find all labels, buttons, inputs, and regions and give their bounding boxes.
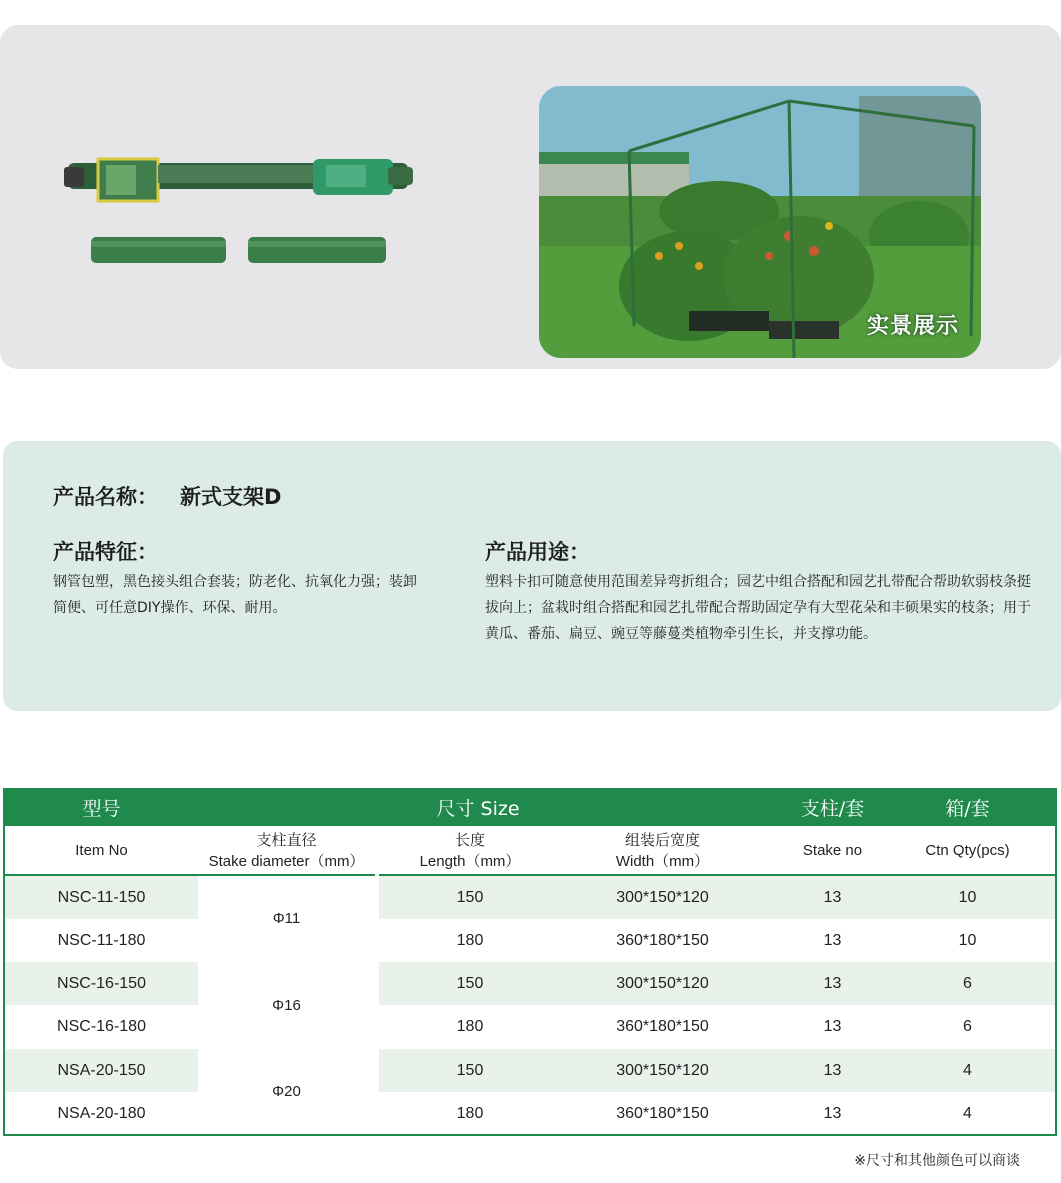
header-stakes: 支柱/套 (800, 798, 865, 820)
table-row (5, 1092, 1055, 1135)
cell-item: NSC-16-150 (57, 975, 146, 992)
table-row (5, 876, 1055, 919)
cell-width: 300*150*120 (616, 889, 709, 906)
cell-stakes: 13 (823, 1018, 842, 1035)
cell-width: 360*180*150 (616, 1105, 709, 1122)
features-title: 产品特征： (53, 540, 158, 564)
cell-length: 150 (456, 1062, 484, 1079)
cell-stakes: 13 (823, 932, 842, 949)
subheader-length-en: Length（mm） (419, 853, 521, 870)
cell-diameter: Φ20 (198, 1049, 375, 1134)
product-name (53, 481, 281, 511)
usage-text: 塑料卡扣可随意使用范围差异弯折组合；园艺中组合搭配和园艺扎带配合帮助软弱枝条挺拔向上；盆栽时组合搭配和园艺扎带配合帮助固定孕有大型花朵和丰硕果实的枝条；用于黄瓜、番茄、扁豆、豌豆等藤蔓类植物牵引生长，并支撑功能。 (485, 574, 1031, 642)
cell-width: 360*180*150 (616, 1018, 709, 1035)
product-image-panel (0, 25, 1061, 369)
cell-item: NSC-16-180 (57, 1018, 146, 1035)
table-row (5, 1005, 1055, 1048)
subheader-width-en: Width（mm） (615, 853, 710, 870)
cell-length: 150 (456, 975, 484, 992)
cell-ctn: 6 (963, 1018, 972, 1035)
product-name-label: 产品名称： (53, 485, 158, 509)
cell-width: 360*180*150 (616, 932, 709, 949)
spec-table (3, 788, 1057, 1136)
cell-ctn: 4 (963, 1105, 972, 1122)
scene-caption: 实景展示 (866, 314, 959, 339)
cell-item: NSA-20-180 (57, 1105, 146, 1122)
cell-stakes: 13 (823, 1062, 842, 1079)
table-sub-header (5, 826, 1055, 876)
cell-stakes: 13 (823, 975, 842, 992)
table-row (5, 1049, 1055, 1092)
cell-ctn: 4 (963, 1062, 972, 1079)
subheader-length (375, 830, 565, 872)
cell-ctn: 10 (958, 889, 977, 906)
product-info-panel (3, 441, 1061, 711)
cell-ctn: 6 (963, 975, 972, 992)
subheader-diameter-en: Stake diameter（mm） (208, 853, 365, 870)
cell-length: 180 (456, 932, 484, 949)
cell-ctn: 10 (958, 932, 977, 949)
subheader-length-cn: 长度 (454, 832, 485, 849)
cell-width: 300*150*120 (616, 975, 709, 992)
subheader-stake-no: Stake no (802, 842, 863, 859)
cell-length: 180 (456, 1018, 484, 1035)
features-text: 钢管包塑，黑色接头组合套装；防老化、抗氧化力强；装卸简便、可任意DIY操作、环保、耐用。 (53, 574, 417, 616)
cell-width: 300*150*120 (616, 1062, 709, 1079)
cell-length: 180 (456, 1105, 484, 1122)
cell-stakes: 13 (823, 889, 842, 906)
product-package-image (58, 145, 418, 305)
usage-title: 产品用途： (485, 540, 590, 564)
subheader-width (565, 830, 760, 872)
cell-length: 150 (456, 889, 484, 906)
subheader-width-cn: 组装后宽度 (624, 832, 700, 849)
garden-scene-image (539, 86, 981, 358)
header-size: 尺寸 Size (436, 798, 520, 820)
table-row (5, 962, 1055, 1005)
subheader-diameter (198, 830, 375, 872)
header-ctn: 箱/套 (945, 798, 990, 820)
cell-diameter: Φ11 (198, 876, 375, 962)
cell-stakes: 13 (823, 1105, 842, 1122)
product-name-value: 新式支架D (180, 485, 282, 509)
table-row (5, 919, 1055, 962)
column-divider (375, 874, 379, 1134)
cell-item: NSC-11-180 (57, 932, 146, 949)
cell-item: NSA-20-150 (57, 1062, 146, 1079)
header-model: 型号 (82, 798, 121, 820)
subheader-ctn-qty: Ctn Qty(pcs) (925, 842, 1010, 859)
cell-diameter: Φ16 (198, 962, 375, 1049)
subheader-diameter-cn: 支柱直径 (256, 832, 317, 849)
cell-item: NSC-11-150 (57, 889, 146, 906)
table-group-header (5, 790, 1055, 826)
footnote: ※尺寸和其他颜色可以商谈 (854, 1153, 1020, 1169)
subheader-item-no: Item No (75, 842, 128, 859)
